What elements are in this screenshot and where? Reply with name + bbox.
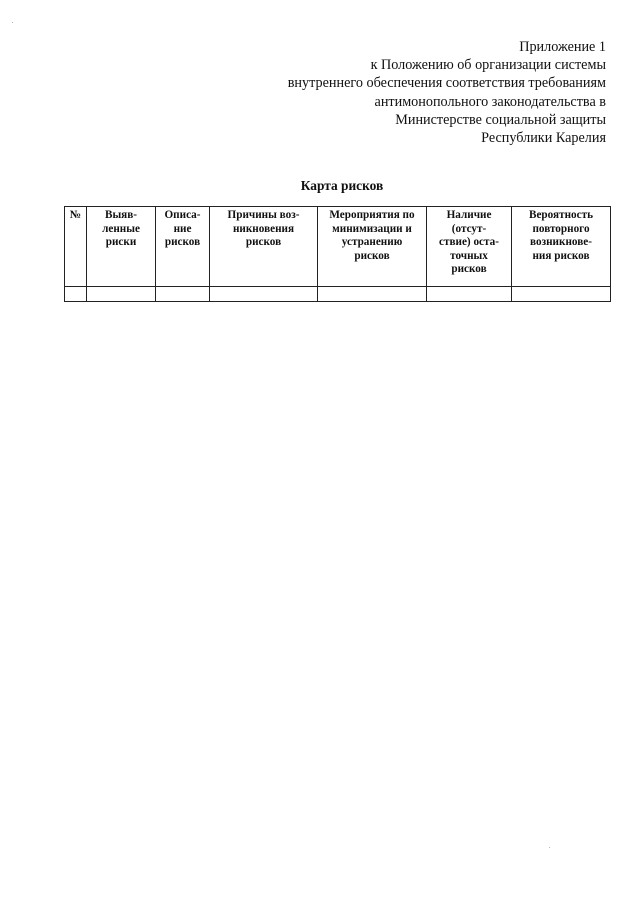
header-line: риски: [105, 236, 137, 249]
scan-speck: [12, 22, 13, 23]
header-line: минимизации и: [332, 222, 412, 235]
header-line: Вероятность: [529, 209, 593, 221]
table-cell: [87, 287, 156, 302]
header-line: повторного: [532, 222, 590, 235]
header-line: Описа-: [164, 209, 201, 221]
appendix-line: антимонопольного законодательства в: [374, 93, 606, 110]
header-line: рисков: [164, 236, 201, 249]
header-line: Наличие: [446, 209, 492, 221]
table-header-row: [65, 207, 611, 287]
header-cell-number: [65, 207, 87, 287]
appendix-line: внутреннего обеспечения соответствия требованиям: [287, 75, 606, 92]
header-line: рисков: [354, 249, 390, 262]
header-line: ленные: [102, 222, 140, 235]
header-line: рисков: [245, 236, 282, 249]
table-cell: [318, 287, 427, 302]
header-line: Выяв-: [104, 209, 138, 221]
header-line: точных: [450, 249, 488, 262]
header-cell-recurrence-probability: [512, 207, 611, 287]
header-line: ние: [173, 222, 192, 235]
table-cell: [65, 287, 87, 302]
appendix-block: [206, 38, 606, 147]
header-line: устранению: [341, 236, 403, 249]
table-row: [65, 287, 611, 302]
scan-speck: [549, 847, 550, 848]
header-line: ствие) оста-: [439, 236, 499, 249]
document-title: Карта рисков: [300, 178, 384, 193]
header-cell-identified-risks: [87, 207, 156, 287]
header-line: никновения: [232, 222, 295, 235]
table-cell: [156, 287, 210, 302]
table-cell: [512, 287, 611, 302]
table-cell: [427, 287, 512, 302]
header-line: рисков: [451, 263, 487, 276]
appendix-line: Приложение 1: [519, 39, 606, 55]
header-line: возникнове-: [530, 236, 592, 249]
header-cell-risk-causes: [210, 207, 318, 287]
header-cell-mitigation-measures: [318, 207, 427, 287]
header-line: №: [69, 209, 82, 221]
header-line: (отсут-: [451, 222, 487, 235]
header-line: Мероприятия по: [329, 209, 415, 221]
header-line: ния рисков: [532, 249, 590, 262]
appendix-line: Министерстве социальной защиты: [395, 111, 606, 128]
risk-map-table: [64, 206, 611, 302]
table-cell: [210, 287, 318, 302]
appendix-line: к Положению об организации системы: [370, 57, 606, 74]
appendix-line: Республики Карелия: [481, 130, 606, 147]
header-line: Причины воз-: [227, 209, 300, 221]
header-cell-risk-description: [156, 207, 210, 287]
header-cell-residual-risks: [427, 207, 512, 287]
